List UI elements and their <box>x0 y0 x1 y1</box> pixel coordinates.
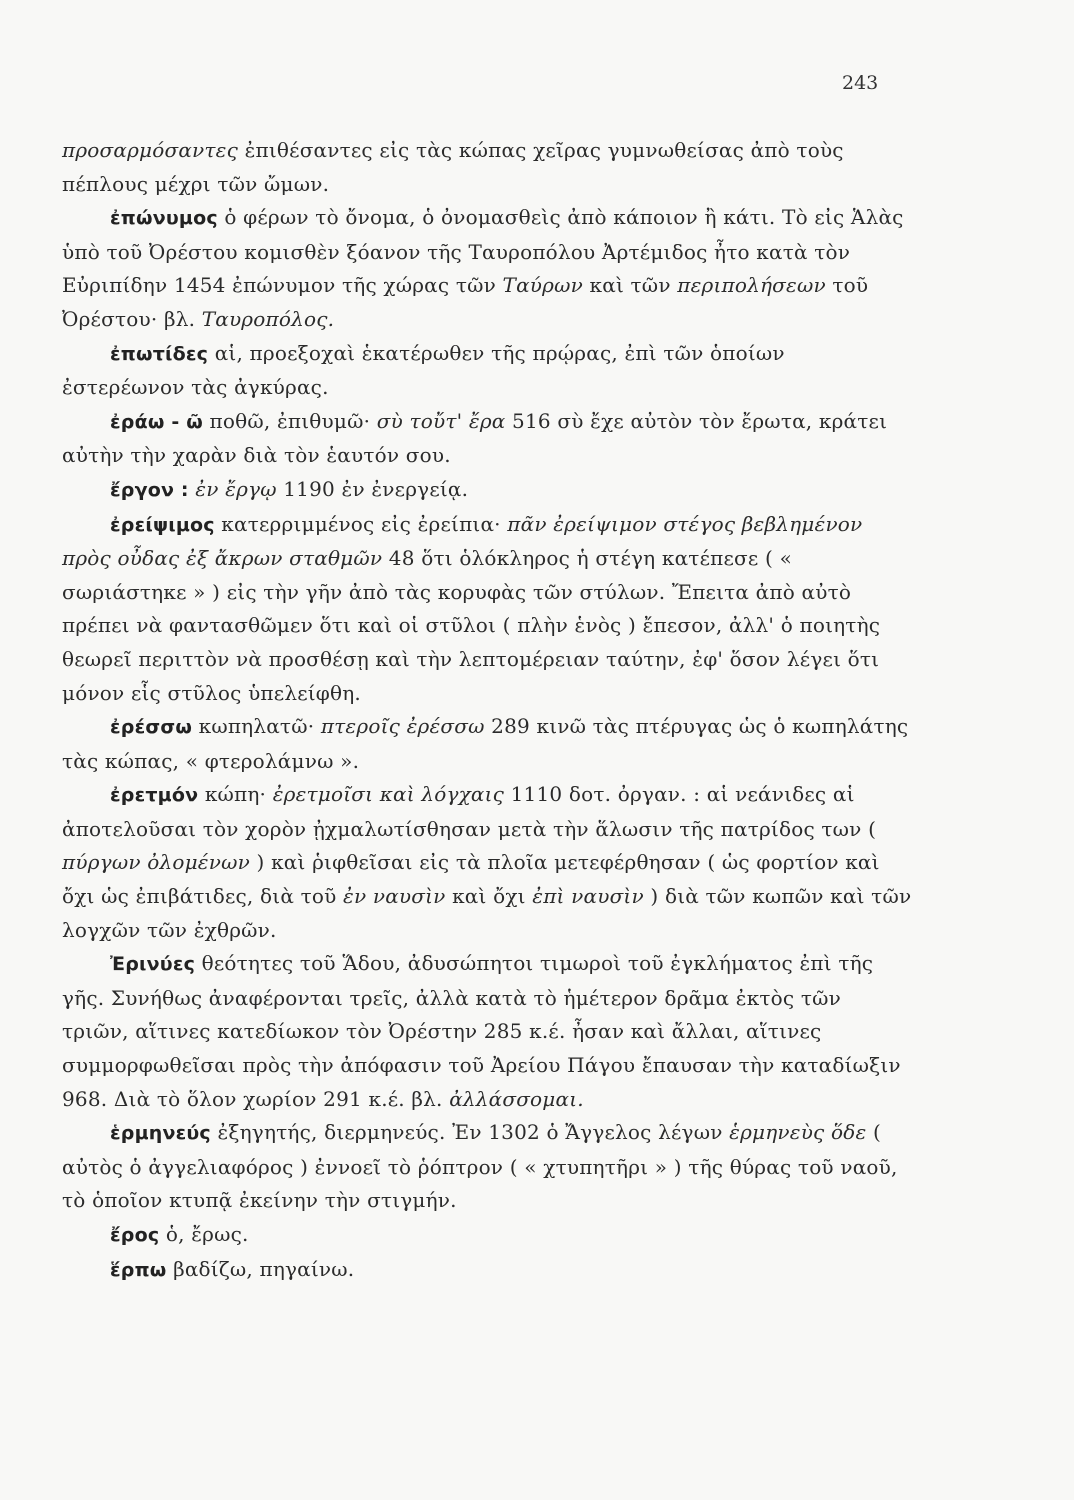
italic-citation: ἐπὶ ναυσὶν <box>532 884 644 909</box>
entry-headword: ἐρετμόν <box>110 784 199 807</box>
italic-citation: ἑρμηνεὺς ὅδε <box>729 1120 867 1145</box>
entry-headword: ἔργον : <box>110 478 189 501</box>
dictionary-text <box>62 134 912 1287</box>
entry-text: ἐξηγητής, διερμηνεύς. Ἐν 1302 ὁ Ἄγγελος λέγων <box>210 1120 730 1145</box>
italic-citation: σὺ τοὔτ' ἔρα <box>376 408 506 433</box>
italic-citation: ἐν ναυσὶν <box>343 884 446 909</box>
italic-citation: πτεροῖς ἐρέσσω <box>320 714 485 739</box>
entry-text: ) καὶ ῥιφθεῖσαι εἰς τὰ πλοῖα μετεφέρθησαν ( ὡς φορτίον καὶ ὄχι ὡς ἐπιβάτιδες, διὰ τοῦ <box>62 850 880 909</box>
italic-citation: ἀλλάσσομαι. <box>449 1086 584 1111</box>
dictionary-entry <box>62 1253 912 1288</box>
entry-text: 48 ὅτι ὁλόκληρος ἡ στέγη κατέπεσε ( « σωριάστηκε » ) εἰς τὴν γῆν ἀπὸ τὰς κορυφὰς τῶν στύλων. Ἔπειτα ἀπὸ αὐτὸ πρέπει νὰ φαντασθῶμεν ὅτι καὶ οἱ στῦλοι ( πλὴν ἑνὸς ) ἔπεσον, ἀλλ' ὁ ποιητὴς θεωρεῖ περιττὸν νὰ προσθέσῃ καὶ τὴν λεπτομέρειαν ταύτην, ἐφ' ὅσον λέγει ὅτι μόνον εἷς στῦλος ὑπελείφθη. <box>62 546 881 705</box>
entry-text: ) διὰ τῶν κωπῶν καὶ τῶν λογχῶν τῶν ἐχθρῶν. <box>62 884 912 942</box>
dictionary-entry <box>62 201 912 336</box>
entry-text: κωπηλατῶ· <box>192 714 321 739</box>
italic-citation: προσαρμόσαντες <box>62 138 239 162</box>
entry-text: ὁ φέρων τὸ ὄνομα, ὁ ὀνομασθεὶς ἀπὸ κάποιον ἢ κάτι. Τὸ εἰς Ἁλὰς ὑπὸ τοῦ Ὀρέστου κομισθὲν ξόανον τῆς Ταυροπόλου Ἀρτέμιδος ἦτο κατὰ τὸν Εὐριπίδην 1454 ἐπώνυμον τῆς χώρας τῶν <box>62 205 904 298</box>
dictionary-entry <box>62 778 912 947</box>
dictionary-entry <box>62 947 912 1116</box>
italic-citation: περιπολήσεων <box>677 273 826 298</box>
entry-headword: ἐράω - ῶ <box>110 410 203 433</box>
dictionary-entry <box>62 1116 912 1218</box>
italic-citation: ἐν ἔργῳ <box>195 476 277 501</box>
entry-headword: ἐπώνυμος <box>110 207 218 230</box>
entry-headword: ἐρέσσω <box>110 716 193 739</box>
entry-text: ποθῶ, ἐπιθυμῶ· <box>202 408 377 433</box>
entry-text: καὶ ὄχι <box>445 884 533 909</box>
entry-headword: ἕρπω <box>110 1258 167 1281</box>
continuation-paragraph <box>62 134 912 201</box>
entry-list <box>62 201 912 1287</box>
entry-text: 289 κινῶ τὰς πτέρυγας ὡς ὁ κωπηλάτης τὰς κώπας, « φτερολάμνω ». <box>62 714 909 773</box>
entry-text: καὶ τῶν <box>582 273 678 298</box>
italic-citation: Ταυροπόλος. <box>201 306 335 331</box>
entry-headword: ἑρμηνεύς <box>110 1122 211 1145</box>
dictionary-entry <box>62 337 912 405</box>
entry-text: θεότητες τοῦ Ἅδου, ἀδυσώπητοι τιμωροὶ τοῦ ἐγκλήματος ἐπὶ τῆς γῆς. Συνήθως ἀναφέρονται τρεῖς, ἀλλὰ κατὰ τὸ ἡμέτερον δρᾶμα ἐκτὸς τῶν τριῶν, αἵτινες κατεδίωκον τὸν Ὀρέστην 285 κ.έ. ἦσαν καὶ ἄλλαι, αἵτινες συμμορφωθεῖσαι πρὸς τὴν ἀπόφασιν τοῦ Ἀρείου Πάγου ἔπαυσαν τὴν καταδίωξιν 968. Διὰ τὸ ὅλον χωρίον 291 κ.έ. βλ. <box>62 951 901 1111</box>
italic-citation: πᾶν ἐρείψιμον στέγος βεβλημένον πρὸς οὖδας ἐξ ἄκρων σταθμῶν <box>62 511 863 571</box>
entry-headword: ἔρος <box>110 1224 160 1246</box>
dictionary-entry <box>62 508 912 711</box>
entry-text: ὁ, ἔρως. <box>159 1222 249 1246</box>
dictionary-entry <box>62 1218 912 1253</box>
page-number: 243 <box>842 72 879 94</box>
entry-text: ( αὐτὸς ὁ ἀγγελιαφόρος ) ἐννοεῖ τὸ ῥόπτρον ( « χτυπητῆρι » ) τῆς θύρας τοῦ ναοῦ, τὸ ὁποῖον κτυπᾷ ἐκείνην τὴν στιγμήν. <box>62 1120 898 1213</box>
dictionary-entry <box>62 473 912 508</box>
entry-text: 1190 ἐν ἐνεργείᾳ. <box>276 476 469 501</box>
italic-citation: ἐρετμοῖσι καὶ λόγχαις <box>272 782 505 807</box>
entry-text: 516 σὺ ἔχε αὐτὸν τὸν ἔρωτα, κράτει αὐτὴν τὴν χαρὰν διὰ τὸν ἑαυτόν σου. <box>62 408 888 468</box>
entry-headword: ἐρείψιμος <box>110 513 215 536</box>
entry-text: τοῦ Ὀρέστου· βλ. <box>62 273 869 331</box>
entry-headword: ἐπωτίδες <box>110 342 209 365</box>
entry-text: βαδίζω, πηγαίνω. <box>166 1256 355 1281</box>
dictionary-entry <box>62 710 912 778</box>
entry-text: αἱ, προεξοχαὶ ἑκατέρωθεν τῆς πρῴρας, ἐπὶ τῶν ὁποίων ἐστερέωνον τὰς ἀγκύρας. <box>62 340 785 400</box>
entry-text: κώπη· <box>198 782 273 807</box>
entry-text: κατερριμμένος εἰς ἐρείπια· <box>214 511 508 536</box>
italic-citation: πύργων ὀλομένων <box>62 850 250 875</box>
entry-text: 1110 δοτ. ὀργαν. : αἱ νεάνιδες αἱ ἀποτελοῦσαι τὸν χορὸν ᾐχμαλωτίσθησαν μετὰ τὴν ἅλωσιν τῆς πατρίδος των ( <box>62 782 877 841</box>
entry-headword: Ἐρινύες <box>110 953 196 976</box>
entry-text: ἐπιθέσαντες εἰς τὰς κώπας χεῖρας γυμνωθείσας ἀπὸ τοὺς πέπλους μέχρι τῶν ὤμων. <box>62 138 844 196</box>
italic-citation: Ταύρων <box>502 273 583 298</box>
dictionary-entry <box>62 405 912 473</box>
